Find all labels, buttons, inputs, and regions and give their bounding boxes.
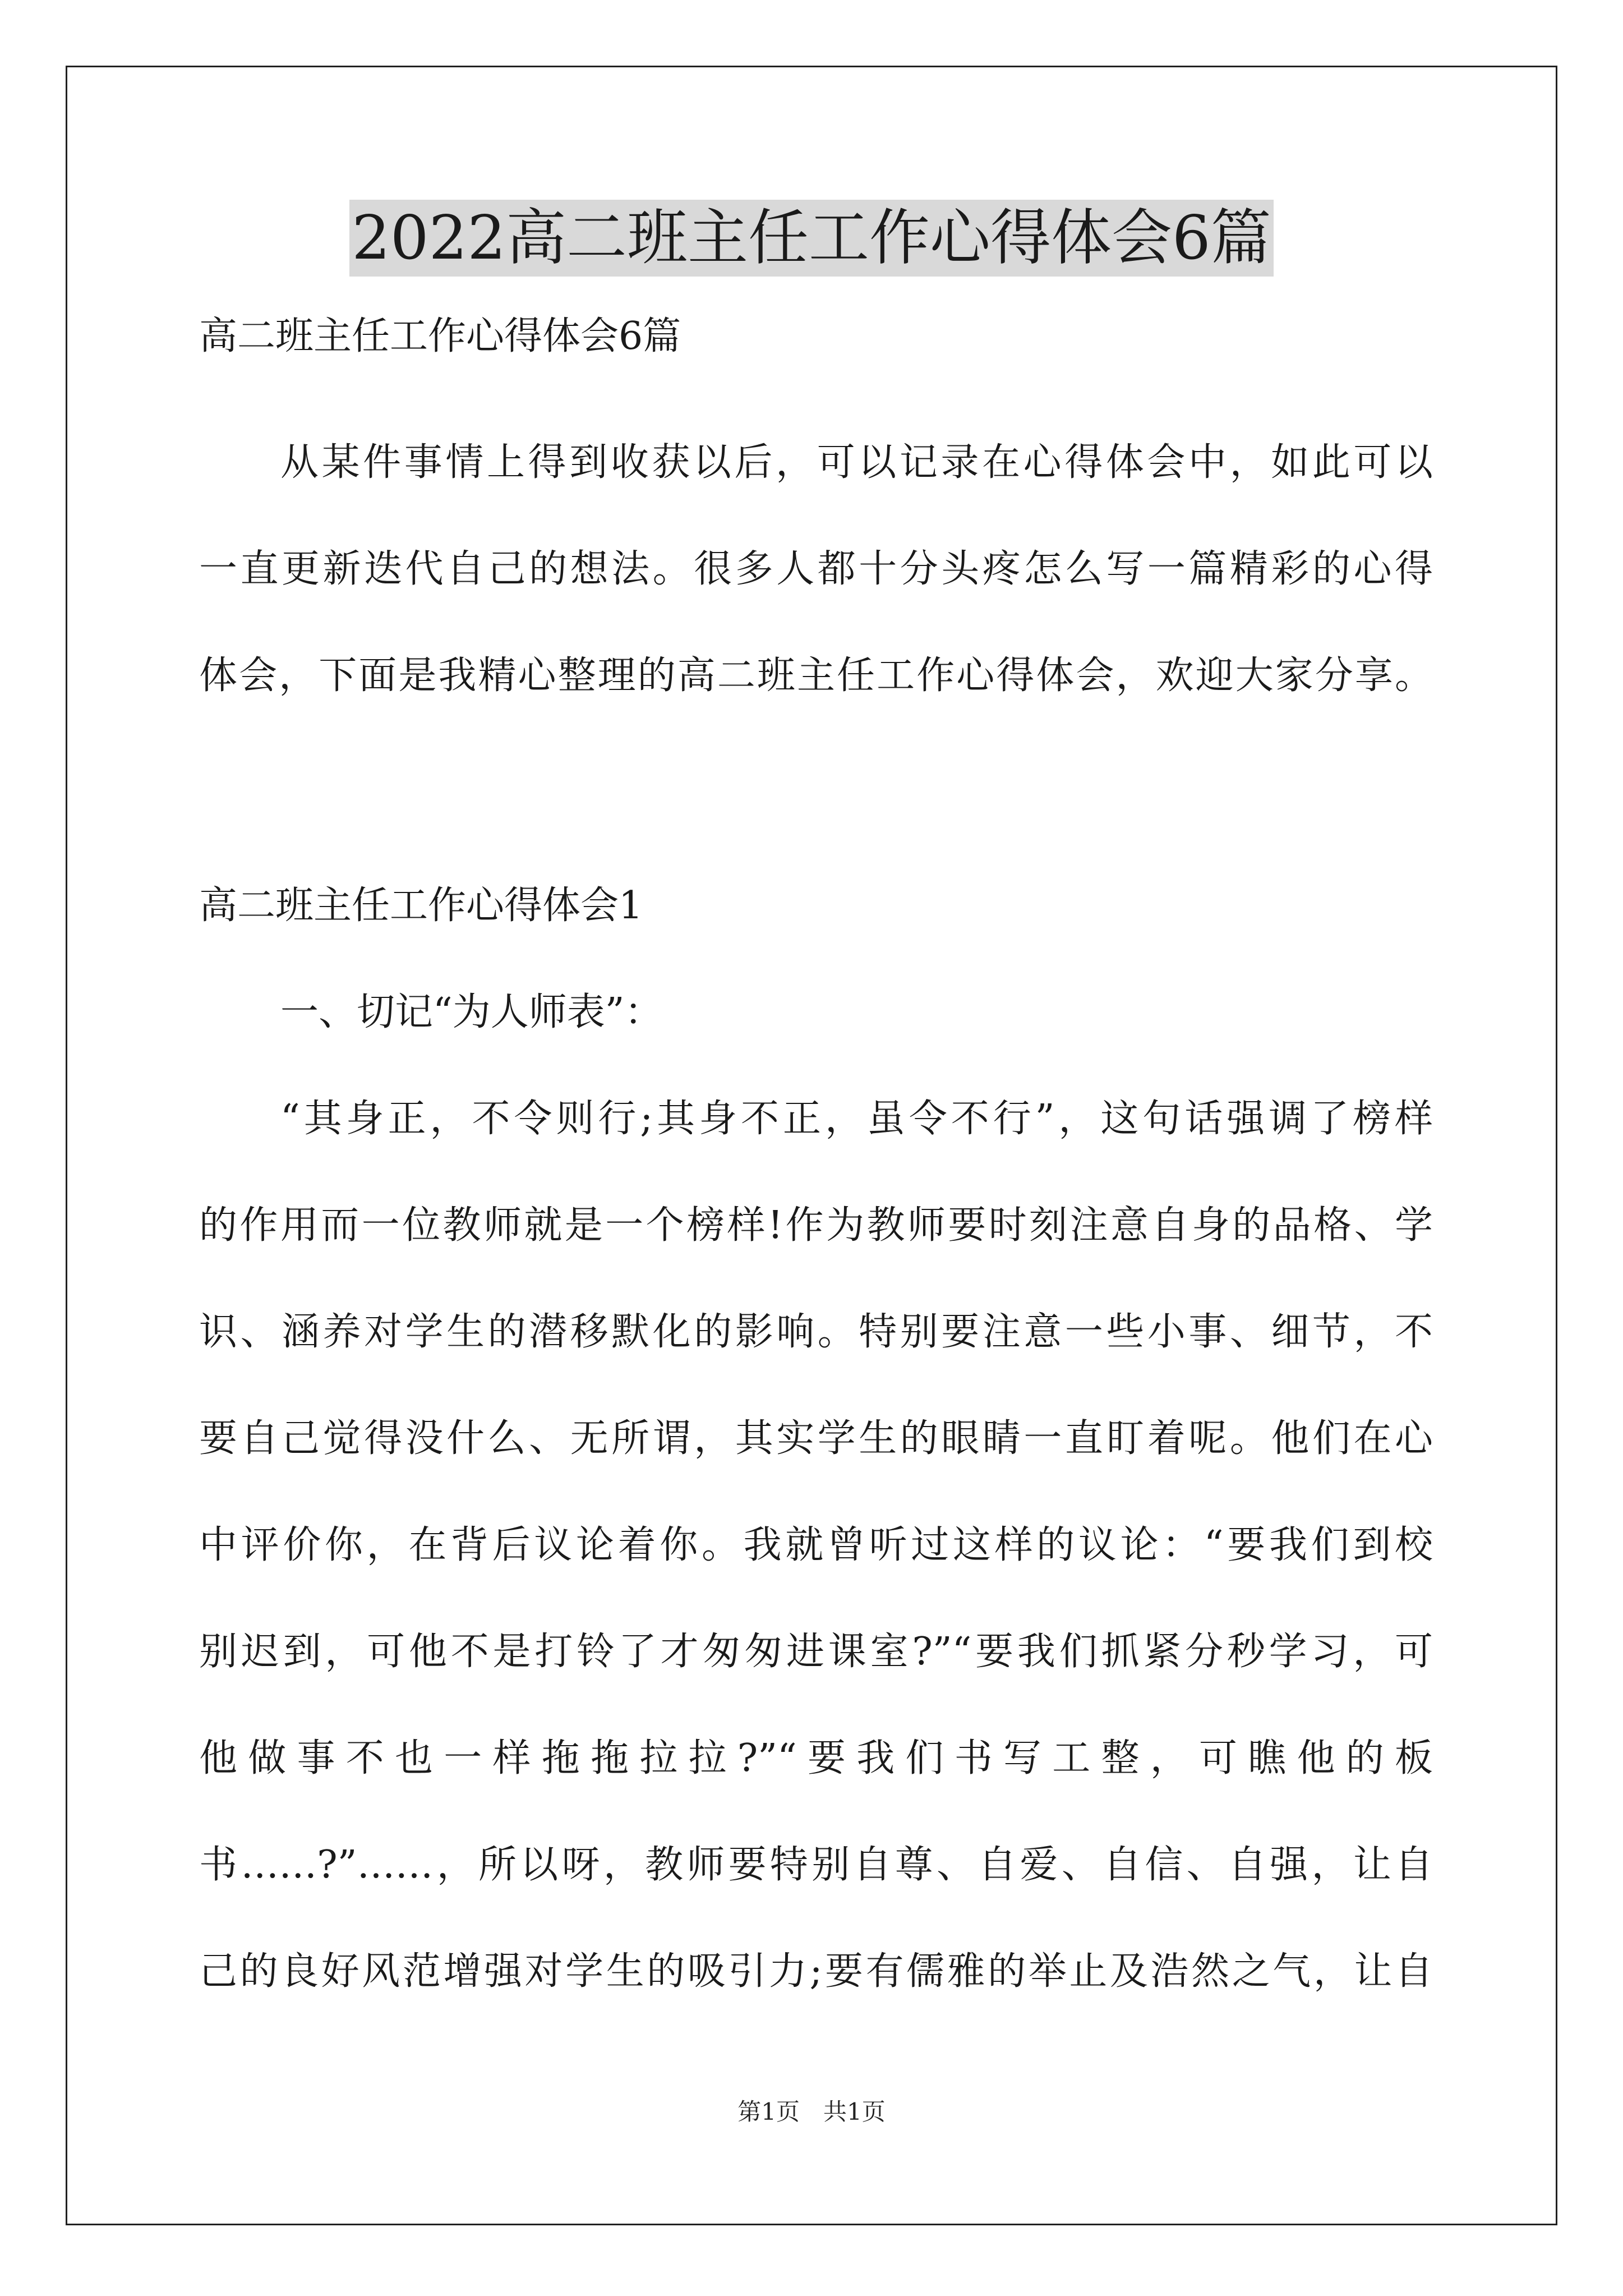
body-line: 己的良好风范增强对学生的吸引力;要有儒雅的举止及浩然之气，让自 (199, 1949, 1433, 1994)
body-line: 识、涵养对学生的潜移默化的影响。特别要注意一些小事、细节，不 (199, 1310, 1433, 1354)
body-line: 他做事不也一样拖拖拉拉?”“要我们书写工整，可瞧他的板 (199, 1736, 1433, 1780)
document-title-text: 2022高二班主任工作心得体会6篇 (349, 200, 1274, 277)
body-line: 的作用而一位教师就是一个榜样!作为教师要时刻注意自身的品格、学 (199, 1203, 1433, 1248)
body-line: 中评价你，在背后议论着你。我就曾听过这样的议论：“要我们到校 (199, 1523, 1433, 1567)
document-title (0, 199, 1623, 278)
page-footer: 第1页 共1页 (737, 2098, 886, 2125)
body-line: “其身正，不令则行;其身不正，虽令不行”，这句话强调了榜样 (280, 1097, 1433, 1141)
intro-line: 体会，下面是我精心整理的高二班主任工作心得体会，欢迎大家分享。 (199, 654, 1433, 698)
page-border (66, 66, 1557, 2225)
document-subtitle: 高二班主任工作心得体会6篇 (199, 314, 681, 358)
body-line: 书……?”……，所以呀，教师要特别自尊、自爱、自信、自强，让自 (199, 1843, 1433, 1887)
point-heading: 一、切记“为人师表”： (280, 990, 663, 1034)
section-heading: 高二班主任工作心得体会1 (199, 884, 643, 928)
body-line: 要自己觉得没什么、无所谓，其实学生的眼睛一直盯着呢。他们在心 (199, 1416, 1433, 1461)
body-line: 别迟到，可他不是打铃了才匆匆进课室?”“要我们抓紧分秒学习，可 (199, 1630, 1433, 1674)
intro-line: 一直更新迭代自己的想法。很多人都十分头疼怎么写一篇精彩的心得 (199, 547, 1433, 591)
intro-line: 从某件事情上得到收获以后，可以记录在心得体会中，如此可以 (280, 440, 1433, 485)
